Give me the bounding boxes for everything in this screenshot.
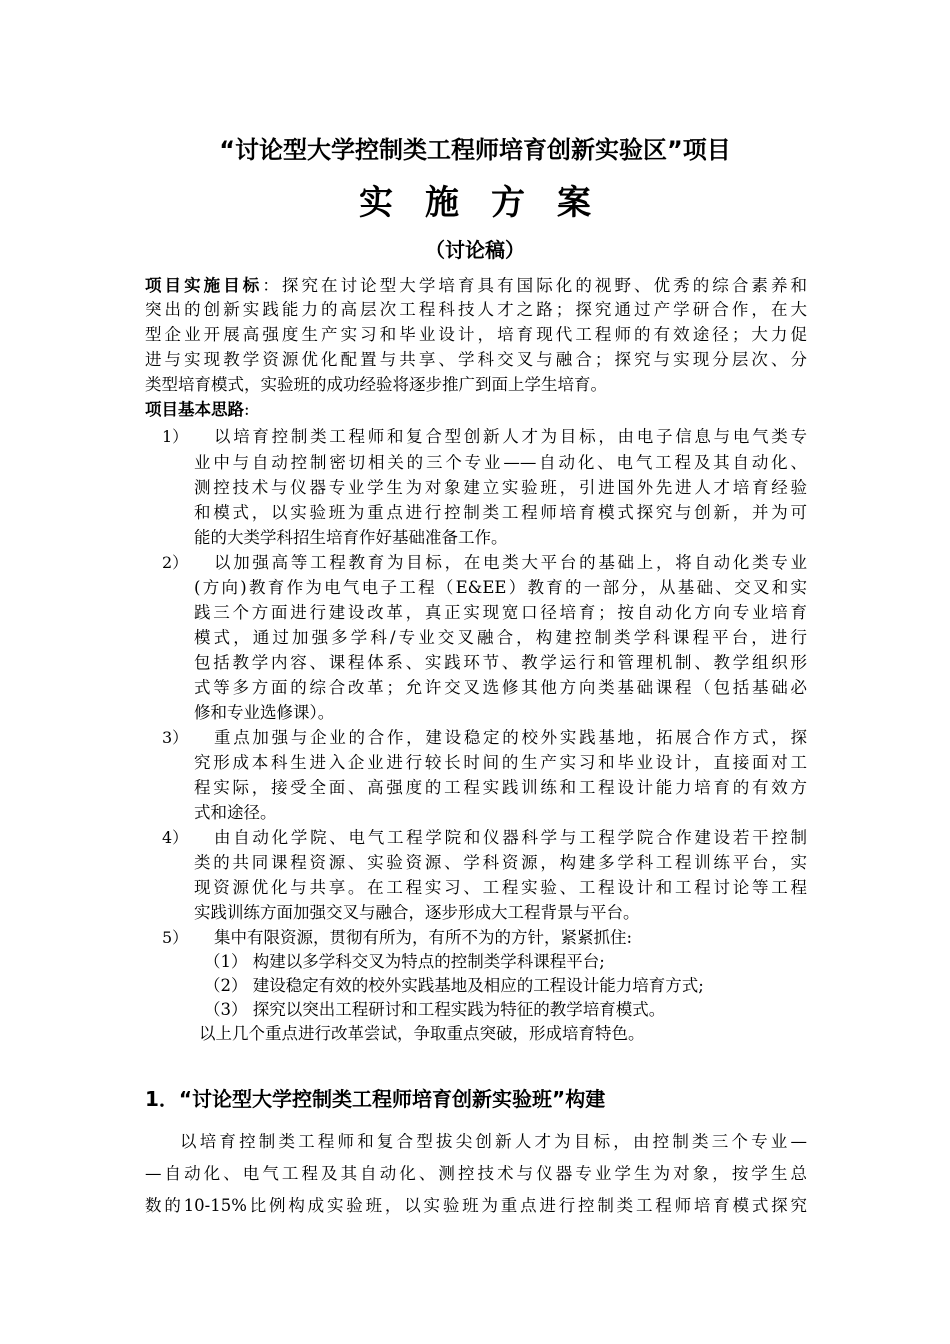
list-item-line: 践三个方面进行建设改革，真正实现宽口径培育；按自动化方向专业培育 [194, 603, 807, 622]
body-paragraph-line: 以培育控制类工程师和复合型拔尖创新人才为目标，由控制类三个专业— [180, 1132, 807, 1151]
goal-paragraph-line [145, 274, 807, 298]
ideas-heading [145, 398, 807, 422]
goal-label: 项目实施目标 [145, 276, 263, 295]
list-item-line: (方向)教育作为电气电子工程（E&EE）教育的一部分，从基础、交叉和实 [194, 578, 807, 597]
list-item-line: 和模式，以实验班为重点进行控制类工程师培育模式探究与创新，并为可 [194, 503, 807, 522]
list-item-line: 集中有限资源，贯彻有所为，有所不为的方针，紧紧抓住: [214, 928, 633, 947]
list-number: 2） [162, 553, 189, 572]
list-item-line: 式等多方面的综合改革；允许交叉选修其他方向类基础课程（包括基础必 [194, 678, 807, 697]
list-item-line: 包括教学内容、课程体系、实践环节、教学运行和管理机制、教学组织形 [194, 653, 807, 672]
sub-list-item: （1） 构建以多学科交叉为特点的控制类学科课程平台; [204, 952, 605, 971]
list-number: 5） [162, 928, 189, 947]
sub-list-item: （3） 探究以突出工程研讨和工程实践为特征的教学培育模式。 [204, 1000, 666, 1019]
list-item-line: 类的共同课程资源、实验资源、学科资源，构建多学科工程训练平台，实 [194, 853, 807, 872]
ideas-closing: 以上几个重点进行改革尝试，争取重点突破，形成培育特色。 [199, 1024, 645, 1043]
goal-paragraph-line: 突出的创新实践能力的高层次工程科技人才之路；探究通过产学研合作，在大 [145, 300, 807, 319]
list-item-line: 测控技术与仪器专业学生为对象建立实验班，引进国外先进人才培育经验 [194, 478, 807, 497]
list-item-line: 究形成本科生进入企业进行较长时间的生产实习和毕业设计，直接面对工 [194, 753, 807, 772]
list-item-line: 实践训练方面加强交叉与融合，逐步形成大工程背景与平台。 [194, 903, 640, 922]
list-item-line: 以培育控制类工程师和复合型创新人才为目标，由电子信息与电气类专 [214, 427, 807, 446]
goal-line-text: ：探究在讨论型大学培育具有国际化的视野、优秀的综合素养和 [262, 276, 808, 295]
ideas-label: 项目基本思路 [145, 400, 244, 419]
goal-paragraph-line: 进与实现教学资源优化配置与共享、学科交叉与融合；探究与实现分层次、分 [145, 350, 807, 369]
list-item-line: 现资源优化与共享。在工程实习、工程实验、工程设计和工程讨论等工程 [194, 878, 807, 897]
body-paragraph-line: 数的10-15%比例构成实验班，以实验班为重点进行控制类工程师培育模式探究 [145, 1196, 807, 1215]
document-main-title: 实施方案 [359, 183, 623, 223]
list-item-line: 以加强高等工程教育为目标，在电类大平台的基础上，将自动化类专业 [214, 553, 807, 572]
ideas-label-colon: : [244, 400, 250, 419]
list-item-line: 由自动化学院、电气工程学院和仪器科学与工程学院合作建设若干控制 [214, 828, 807, 847]
list-number: 1） [162, 427, 189, 446]
list-item-line: 修和专业选修课）。 [194, 703, 335, 722]
list-number: 4） [162, 828, 189, 847]
list-number: 3） [162, 728, 189, 747]
list-item-line: 式和途径。 [194, 803, 277, 822]
goal-paragraph-line: 型企业开展高强度生产实习和毕业设计，培育现代工程师的有效途径；大力促 [145, 325, 807, 344]
section-heading: 1．“讨论型大学控制类工程师培育创新实验班”构建 [145, 1087, 606, 1111]
list-item-line: 业中与自动控制密切相关的三个专业——自动化、电气工程及其自动化、 [194, 453, 807, 472]
list-item-line: 重点加强与企业的合作，建设稳定的校外实践基地，拓展合作方式，探 [214, 728, 807, 747]
list-item-line: 能的大类学科招生培育作好基础准备工作。 [194, 528, 508, 547]
sub-list-item: （2） 建设稳定有效的校外实践基地及相应的工程设计能力培育方式; [204, 976, 704, 995]
list-item-line: 程实际，接受全面、高强度的工程实践训练和工程设计能力培育的有效方 [194, 778, 807, 797]
body-paragraph-line: —自动化、电气工程及其自动化、测控技术与仪器专业学生为对象，按学生总 [145, 1164, 807, 1183]
document-title: “讨论型大学控制类工程师培育创新实验区”项目 [219, 136, 731, 164]
goal-paragraph-line: 类型培育模式，实验班的成功经验将逐步推广到面上学生培育。 [145, 375, 607, 394]
list-item-line: 模式，通过加强多学科/专业交叉融合，构建控制类学科课程平台，进行 [194, 628, 807, 647]
document-subtitle: （讨论稿） [425, 238, 525, 262]
